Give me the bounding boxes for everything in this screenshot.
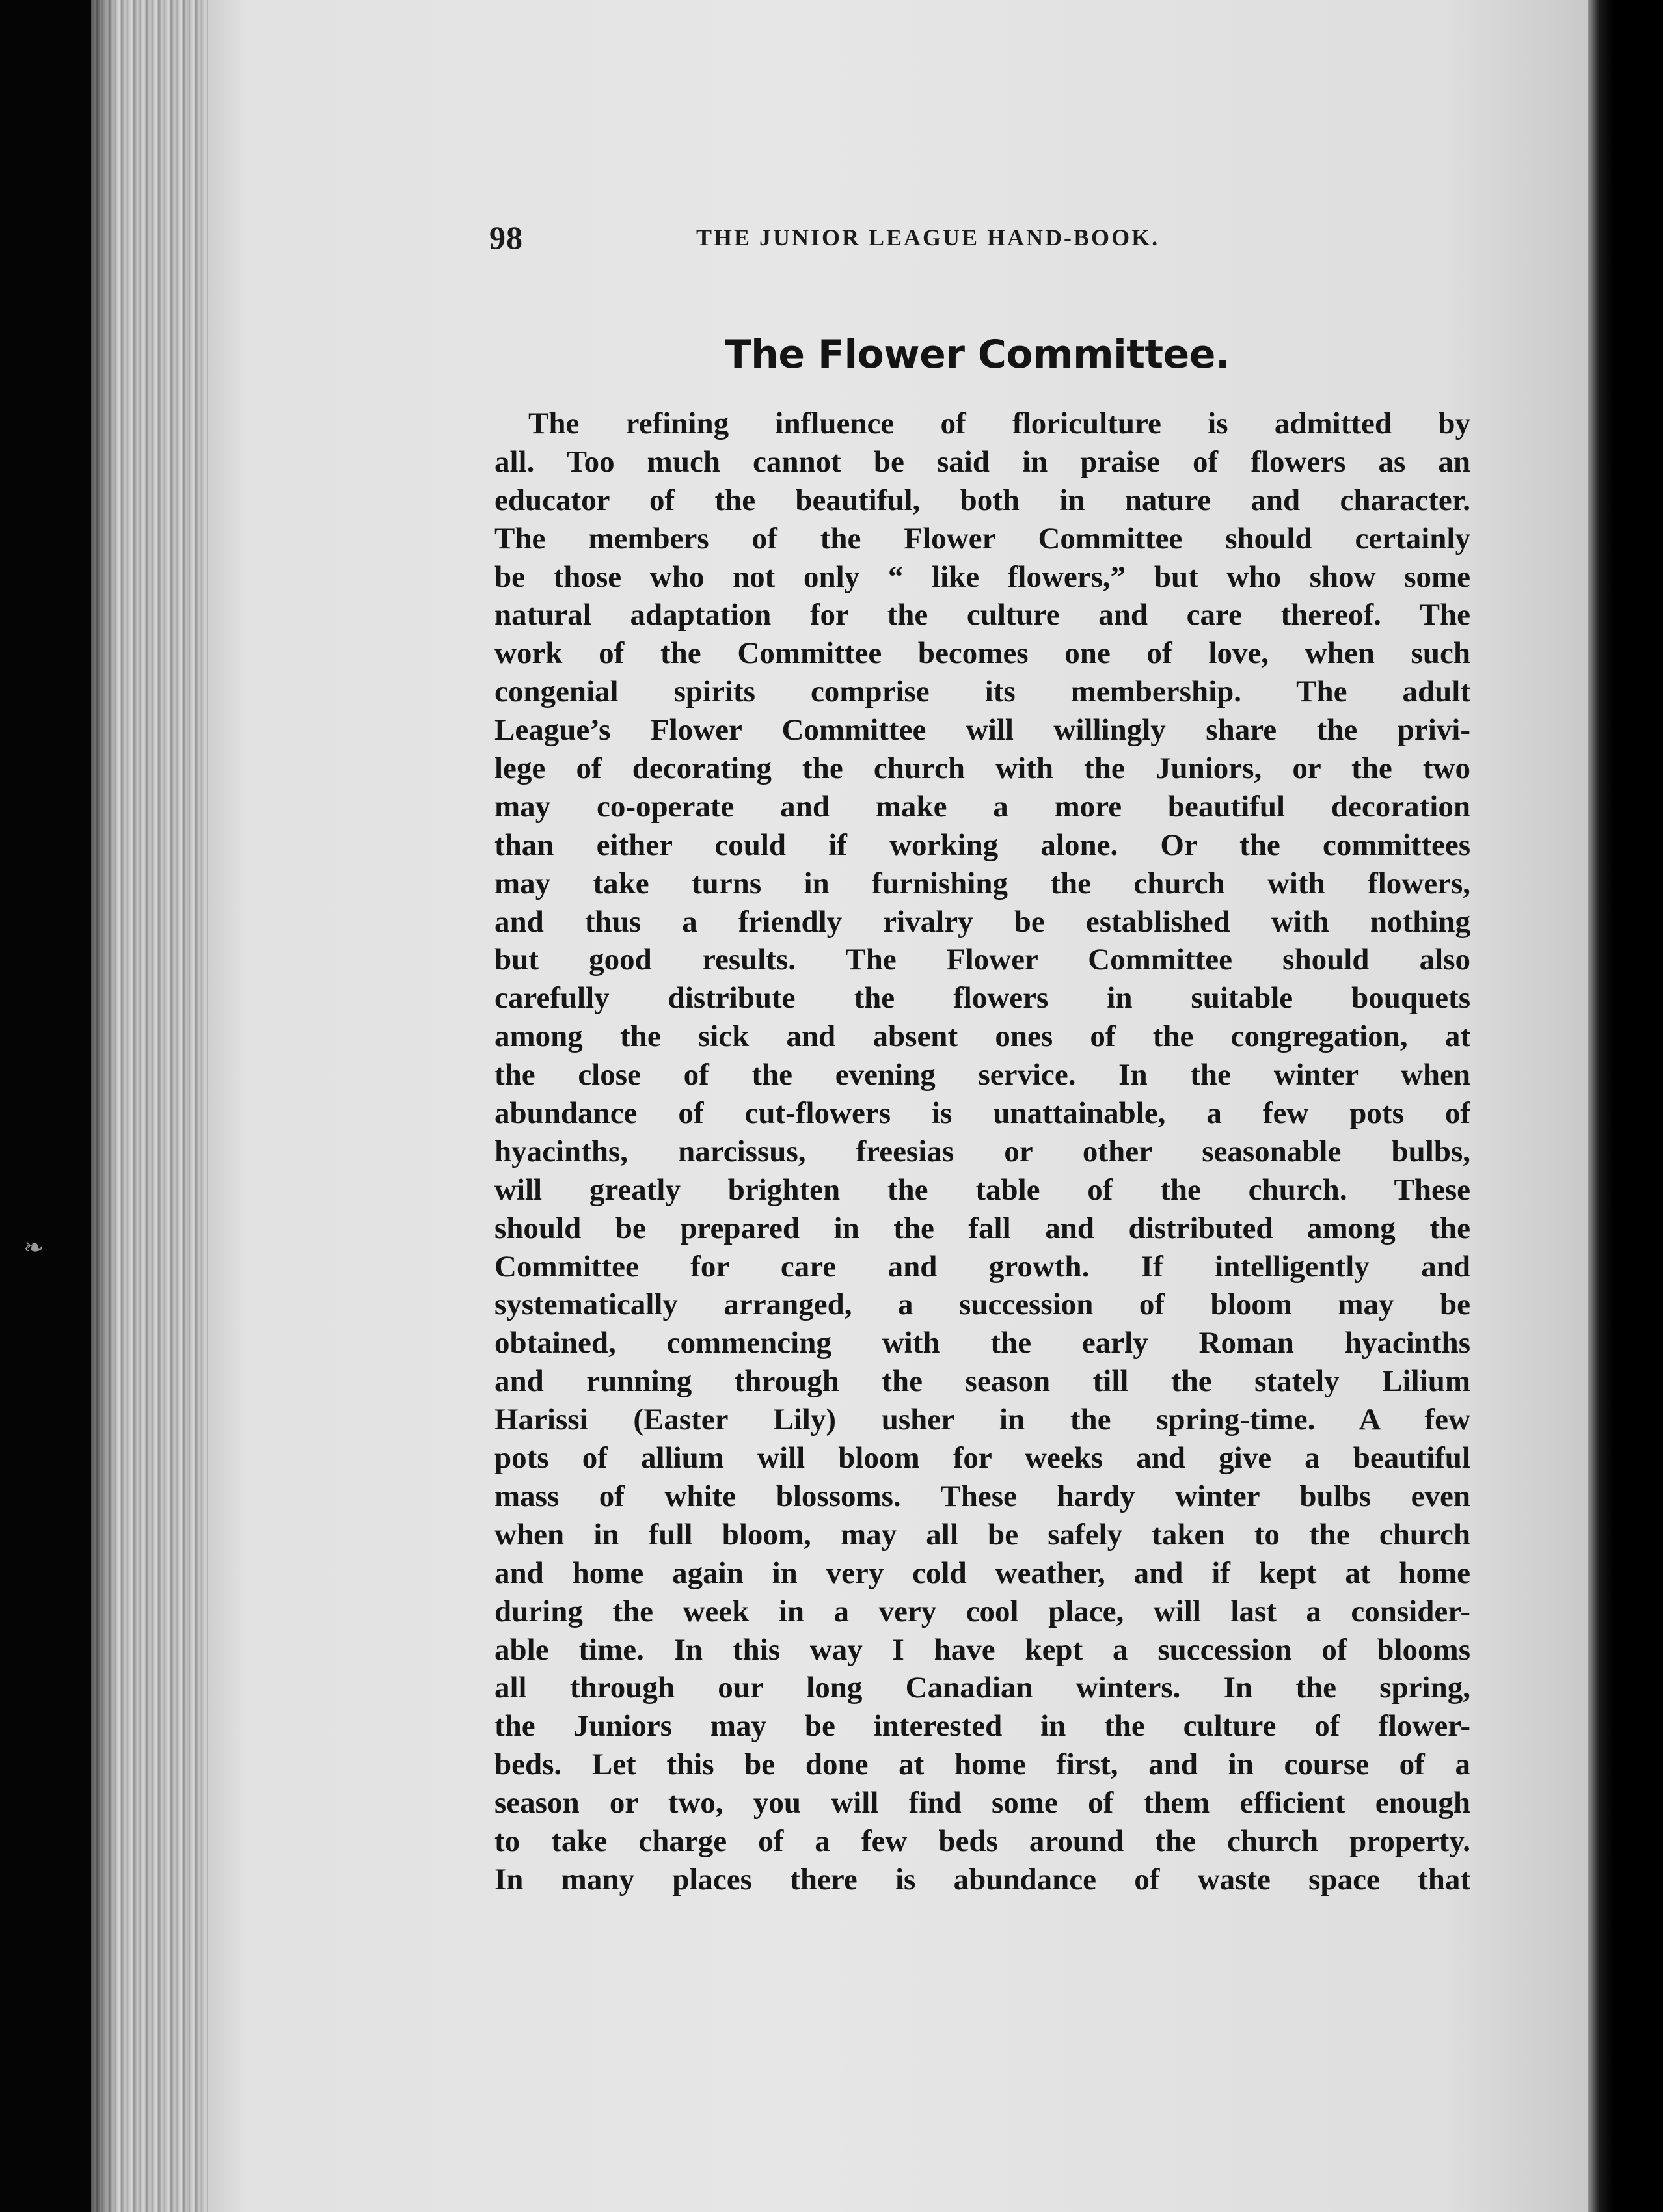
text-line: lege of decorating the church with the Juniors, or the two — [494, 751, 1470, 786]
text-line: congenial spirits comprise its membership. The adult — [494, 675, 1470, 709]
chapter-title: The Flower Committee. — [724, 332, 1230, 377]
text-line: the close of the evening service. In the winter when — [494, 1058, 1470, 1092]
text-line: may co-operate and make a more beautiful decoration — [494, 789, 1470, 824]
text-line: In many places there is abundance of waste space that — [494, 1862, 1470, 1896]
text-line: The members of the Flower Committee should certainly — [494, 521, 1470, 556]
text-line: natural adaptation for the culture and care thereof. The — [494, 598, 1470, 632]
text-line: carefully distribute the flowers in suitable bouquets — [494, 981, 1470, 1016]
text-line: when in full bloom, may all be safely taken to the church — [494, 1517, 1470, 1552]
text-line: among the sick and absent ones of the congregation, at — [494, 1019, 1470, 1054]
text-line: mass of white blossoms. These hardy winter bulbs even — [494, 1479, 1470, 1513]
scan-blemish-icon: ❧ — [23, 1233, 44, 1261]
text-line: hyacinths, narcissus, freesias or other seasonable bulbs, — [494, 1134, 1470, 1168]
body-paragraph — [494, 405, 1470, 1899]
text-line: the Juniors may be interested in the culture of flower- — [494, 1709, 1470, 1744]
text-line: will greatly brighten the table of the church. These — [494, 1172, 1470, 1207]
text-line: systematically arranged, a succession of bloom may be — [494, 1288, 1470, 1322]
running-head — [489, 219, 1264, 258]
text-line: should be prepared in the fall and distributed among the — [494, 1211, 1470, 1245]
book-page-edges — [91, 0, 215, 2212]
text-line: to take charge of a few beds around the church property. — [494, 1824, 1470, 1858]
text-line: and running through the season till the stately Lilium — [494, 1364, 1470, 1399]
text-line: obtained, commencing with the early Roman hyacinths — [494, 1326, 1470, 1360]
text-line: all through our long Canadian winters. In the spring, — [494, 1671, 1470, 1705]
text-line: The refining influence of floriculture is admitted by — [528, 407, 1470, 440]
running-title: THE JUNIOR LEAGUE HAND-BOOK. — [696, 224, 1160, 250]
text-line: season or two, you will find some of them efficient enough — [494, 1786, 1470, 1820]
text-line: all. Too much cannot be said in praise of flowers as an — [494, 444, 1470, 479]
text-line: may take turns in furnishing the church with flowers, — [494, 866, 1470, 900]
text-line: during the week in a very cool place, will last a consider- — [494, 1594, 1470, 1628]
book-gutter-shadow — [1588, 0, 1663, 2212]
text-line: work of the Committee becomes one of love, when such — [494, 636, 1470, 671]
page-number: 98 — [489, 219, 523, 256]
text-line: but good results. The Flower Committee should also — [494, 943, 1470, 977]
text-line: be those who not only “ like flowers,” but who show some — [494, 560, 1470, 594]
text-line: abundance of cut-flowers is unattainable, a few pots of — [494, 1096, 1470, 1131]
text-line: beds. Let this be done at home first, and in course of a — [494, 1747, 1470, 1782]
text-line: Harissi (Easter Lily) usher in the spring-time. A few — [494, 1403, 1470, 1437]
text-line: League’s Flower Committee will willingly share the privi- — [494, 713, 1470, 748]
text-line: Committee for care and growth. If intelligently and — [494, 1249, 1470, 1284]
text-line: and home again in very cold weather, and if kept at home — [494, 1556, 1470, 1590]
text-line: pots of allium will bloom for weeks and give a beautiful — [494, 1441, 1470, 1476]
text-line: able time. In this way I have kept a succession of blooms — [494, 1632, 1470, 1667]
text-line: and thus a friendly rivalry be established with nothing — [494, 904, 1470, 939]
text-line: than either could if working alone. Or the committees — [494, 828, 1470, 862]
text-line: educator of the beautiful, both in nature and character. — [494, 483, 1470, 517]
